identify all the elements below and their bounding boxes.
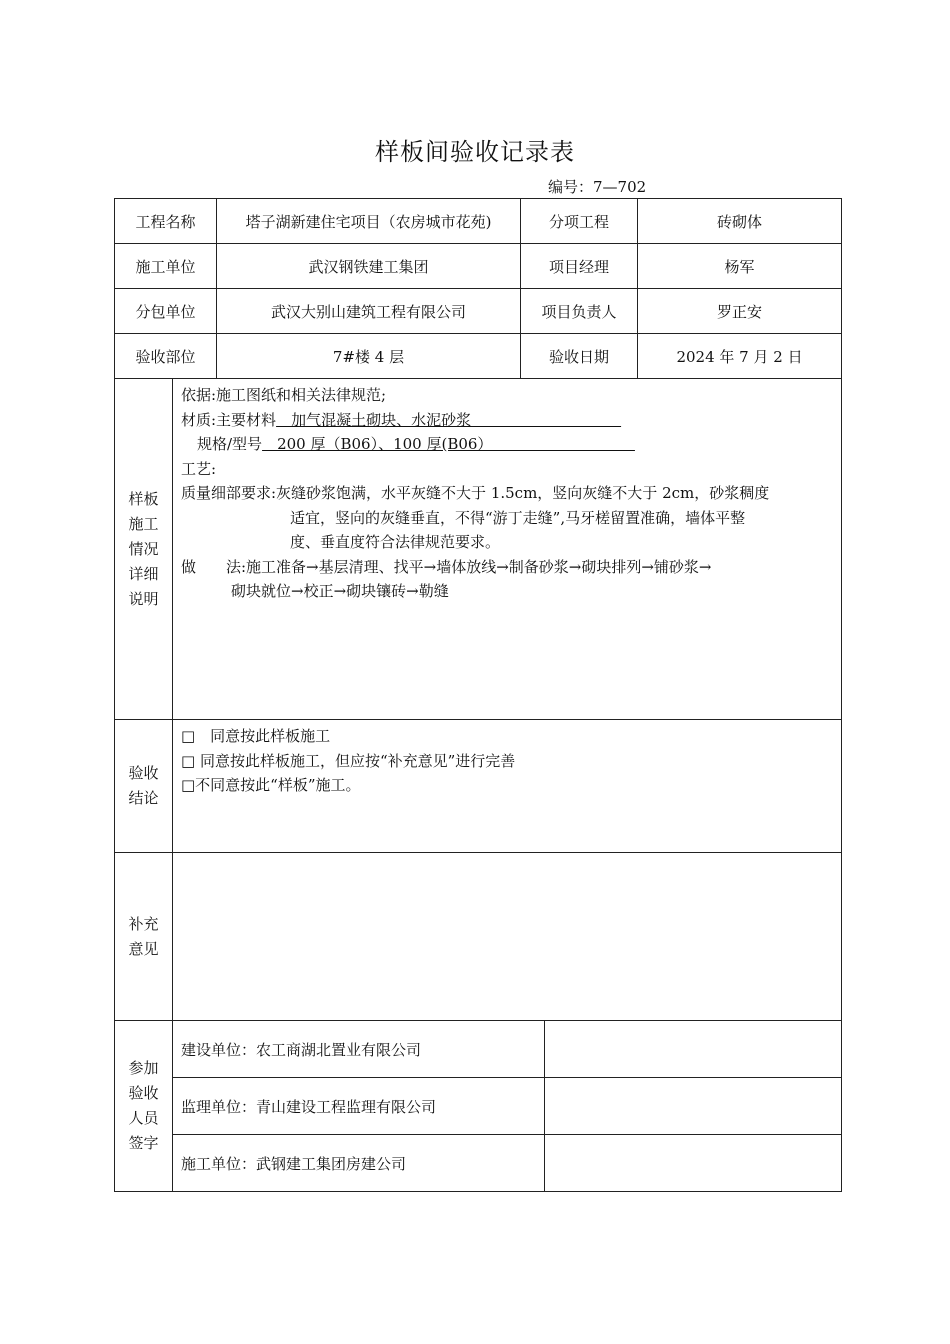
material-prefix: 材质:主要材料 bbox=[181, 410, 277, 429]
spec-line bbox=[181, 432, 841, 457]
spec-value: 200 厚（B06）、100 厚(B06） bbox=[262, 435, 635, 453]
row-project bbox=[115, 199, 842, 244]
project-lead-label: 项目负责人 bbox=[521, 289, 638, 334]
row-conclusion bbox=[115, 720, 842, 853]
owner-signature-cell[interactable] bbox=[545, 1021, 842, 1078]
spec-prefix: 规格/型号 bbox=[197, 435, 263, 453]
signatures-label bbox=[115, 1021, 173, 1192]
location-value: 7#楼 4 层 bbox=[217, 334, 521, 379]
row-signature-supervisor bbox=[115, 1078, 842, 1135]
detail-label-line: 样板 bbox=[128, 489, 159, 508]
basis-line: 依据:施工图纸和相关法律规范; bbox=[181, 386, 387, 404]
signatures-label-line: 参加 bbox=[128, 1059, 159, 1077]
sub-item-label: 分项工程 bbox=[521, 199, 638, 244]
conclusion-option-disagree[interactable]: □不同意按此“样板”施工。 bbox=[181, 776, 361, 794]
supplement-content[interactable] bbox=[173, 853, 842, 1021]
project-name-value: 塔子湖新建住宅项目（农房城市花苑) bbox=[217, 199, 521, 244]
row-subcontractor bbox=[115, 289, 842, 334]
conclusion-options bbox=[173, 720, 842, 853]
owner-unit: 建设单位：农工商湖北置业有限公司 bbox=[173, 1021, 545, 1078]
conclusion-label-line: 结论 bbox=[128, 789, 159, 807]
detail-label-line: 详细 bbox=[128, 564, 159, 583]
document-number: 编号：7—702 bbox=[548, 178, 647, 196]
contractor-label: 施工单位 bbox=[115, 244, 217, 289]
signatures-label-line: 人员 bbox=[128, 1109, 159, 1127]
row-supplement bbox=[115, 853, 842, 1021]
quality-line: 适宜，竖向的灰缝垂直，不得“游丁走缝”,马牙槎留置准确，墙体平整 bbox=[290, 508, 746, 527]
builder-signature-cell[interactable] bbox=[545, 1135, 842, 1192]
acceptance-form-table bbox=[114, 198, 842, 1192]
conclusion-label bbox=[115, 720, 173, 853]
detail-label-line: 施工 bbox=[128, 514, 159, 533]
signatures-label-line: 验收 bbox=[128, 1084, 159, 1102]
date-label: 验收日期 bbox=[521, 334, 638, 379]
contractor-value: 武汉钢铁建工集团 bbox=[217, 244, 521, 289]
row-signature-builder bbox=[115, 1135, 842, 1192]
signatures-label-line: 签字 bbox=[128, 1134, 159, 1152]
quality-line: 质量细部要求:灰缝砂浆饱满，水平灰缝不大于 1.5cm，竖向灰缝不大于 2cm，砂浆稠度 bbox=[181, 484, 770, 502]
conclusion-option-agree[interactable]: □ 同意按此样板施工 bbox=[181, 727, 331, 745]
project-name-label: 工程名称 bbox=[115, 199, 217, 244]
builder-unit: 施工单位：武钢建工集团房建公司 bbox=[173, 1135, 545, 1192]
date-value: 2024 年 7 月 2 日 bbox=[638, 334, 842, 379]
row-detail bbox=[115, 379, 842, 720]
supplement-label-line: 补充 bbox=[128, 914, 159, 933]
row-signature-owner bbox=[115, 1021, 842, 1078]
row-contractor bbox=[115, 244, 842, 289]
row-location bbox=[115, 334, 842, 379]
method-line: 做 法:施工准备→基层清理、找平→墙体放线→制备砂浆→砌块排列→铺砂浆→ bbox=[181, 557, 712, 576]
material-value: 加气混凝土砌块、水泥砂浆 bbox=[276, 410, 622, 429]
detail-content bbox=[173, 379, 842, 720]
project-lead-value: 罗正安 bbox=[638, 289, 842, 334]
craft-line: 工艺: bbox=[181, 459, 217, 478]
quality-line: 度、垂直度符合法律规范要求。 bbox=[290, 533, 501, 551]
method-line: 砌块就位→校正→砌块镶砖→勒缝 bbox=[231, 582, 449, 600]
detail-label-line: 说明 bbox=[128, 589, 159, 608]
manager-label: 项目经理 bbox=[521, 244, 638, 289]
supervisor-signature-cell[interactable] bbox=[545, 1078, 842, 1135]
supplement-label-line: 意见 bbox=[128, 939, 159, 958]
material-line bbox=[181, 408, 841, 433]
supplement-label bbox=[115, 853, 173, 1021]
conclusion-option-agree-with-revision[interactable]: □ 同意按此样板施工，但应按“补充意见”进行完善 bbox=[181, 751, 516, 770]
manager-value: 杨军 bbox=[638, 244, 842, 289]
supervisor-unit: 监理单位：青山建设工程监理有限公司 bbox=[173, 1078, 545, 1135]
subcontractor-value: 武汉大别山建筑工程有限公司 bbox=[217, 289, 521, 334]
detail-label-line: 情况 bbox=[128, 539, 159, 558]
subcontractor-label: 分包单位 bbox=[115, 289, 217, 334]
page-title: 样板间验收记录表 bbox=[375, 138, 575, 166]
location-label: 验收部位 bbox=[115, 334, 217, 379]
sub-item-value: 砖砌体 bbox=[638, 199, 842, 244]
detail-label bbox=[115, 379, 173, 720]
conclusion-label-line: 验收 bbox=[128, 764, 159, 782]
